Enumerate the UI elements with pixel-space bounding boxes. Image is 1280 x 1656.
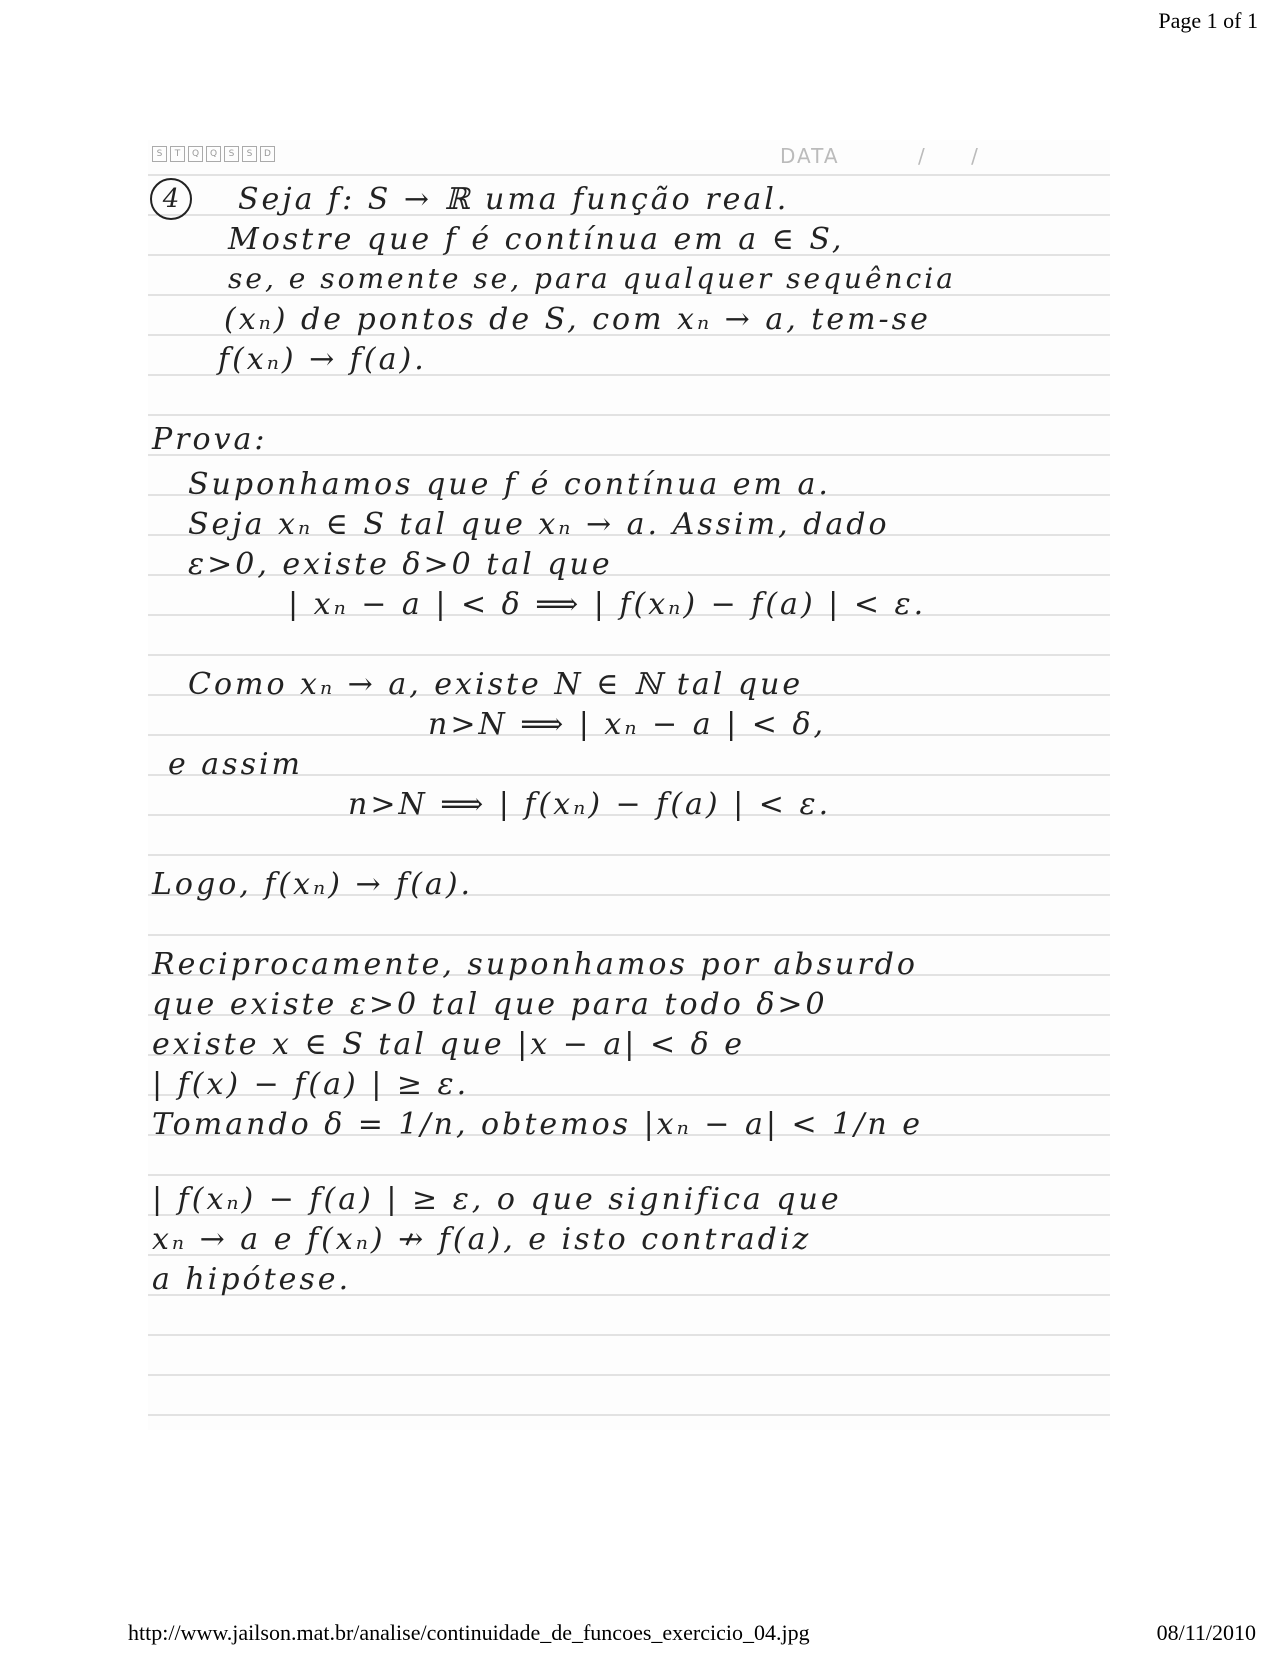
converse-line: que existe ε>0 tal que para todo δ>0	[152, 987, 828, 1022]
statement-line: se, e somente se, para qualquer sequência	[228, 262, 956, 295]
converse-line: existe x ∈ S tal que |x − a| < δ e	[152, 1027, 745, 1062]
date-slashes: / /	[918, 144, 978, 168]
weekday-box: S	[152, 146, 167, 162]
weekday-box: Q	[206, 146, 221, 162]
page-number-label: Page 1 of 1	[1158, 8, 1258, 33]
converse-line: | f(xₙ) − f(a) | ≥ ε, o que significa que	[152, 1182, 842, 1217]
source-url: http://www.jailson.mat.br/analise/continuidade_de_funcoes_exercicio_04.jpg	[128, 1620, 810, 1645]
proof-line: Suponhamos que f é contínua em a.	[188, 467, 831, 502]
proof-line: e assim	[168, 747, 304, 782]
weekday-box: S	[224, 146, 239, 162]
converse-line: xₙ → a e f(xₙ) ↛ f(a), e isto contradiz	[152, 1222, 812, 1257]
weekday-boxes	[152, 146, 275, 162]
statement-line: Seja f: S → ℝ uma função real.	[238, 182, 790, 217]
converse-line: Reciprocamente, suponhamos por absurdo	[152, 947, 918, 982]
proof-label: Prova:	[152, 422, 268, 457]
converse-line: Tomando δ = 1/n, obtemos |xₙ − a| < 1/n e	[152, 1107, 923, 1142]
proof-line: Seja xₙ ∈ S tal que xₙ → a. Assim, dado	[188, 507, 890, 542]
weekday-box: D	[260, 146, 275, 162]
proof-line: | xₙ − a | < δ ⟹ | f(xₙ) − f(a) | < ε.	[288, 587, 927, 622]
statement-line: (xₙ) de pontos de S, com xₙ → a, tem-se	[224, 302, 931, 337]
problem-number: 4	[150, 178, 192, 220]
weekday-box: Q	[188, 146, 203, 162]
converse-line: a hipótese.	[152, 1262, 352, 1297]
proof-line: Como xₙ → a, existe N ∈ ℕ tal que	[188, 667, 804, 702]
statement-line: f(xₙ) → f(a).	[218, 342, 427, 377]
notebook-page	[148, 140, 1110, 1430]
print-date: 08/11/2010	[1156, 1620, 1256, 1645]
converse-line: | f(x) − f(a) | ≥ ε.	[152, 1067, 470, 1102]
proof-line: n>N ⟹ | xₙ − a | < δ,	[428, 707, 827, 742]
conclusion-line: Logo, f(xₙ) → f(a).	[152, 867, 474, 902]
date-label: DATA	[780, 144, 840, 168]
weekday-box: S	[242, 146, 257, 162]
statement-line: Mostre que f é contínua em a ∈ S,	[228, 222, 845, 257]
proof-line: ε>0, existe δ>0 tal que	[188, 547, 613, 582]
weekday-box: T	[170, 146, 185, 162]
page-footer	[128, 1620, 1256, 1646]
proof-line: n>N ⟹ | f(xₙ) − f(a) | < ε.	[348, 787, 832, 822]
